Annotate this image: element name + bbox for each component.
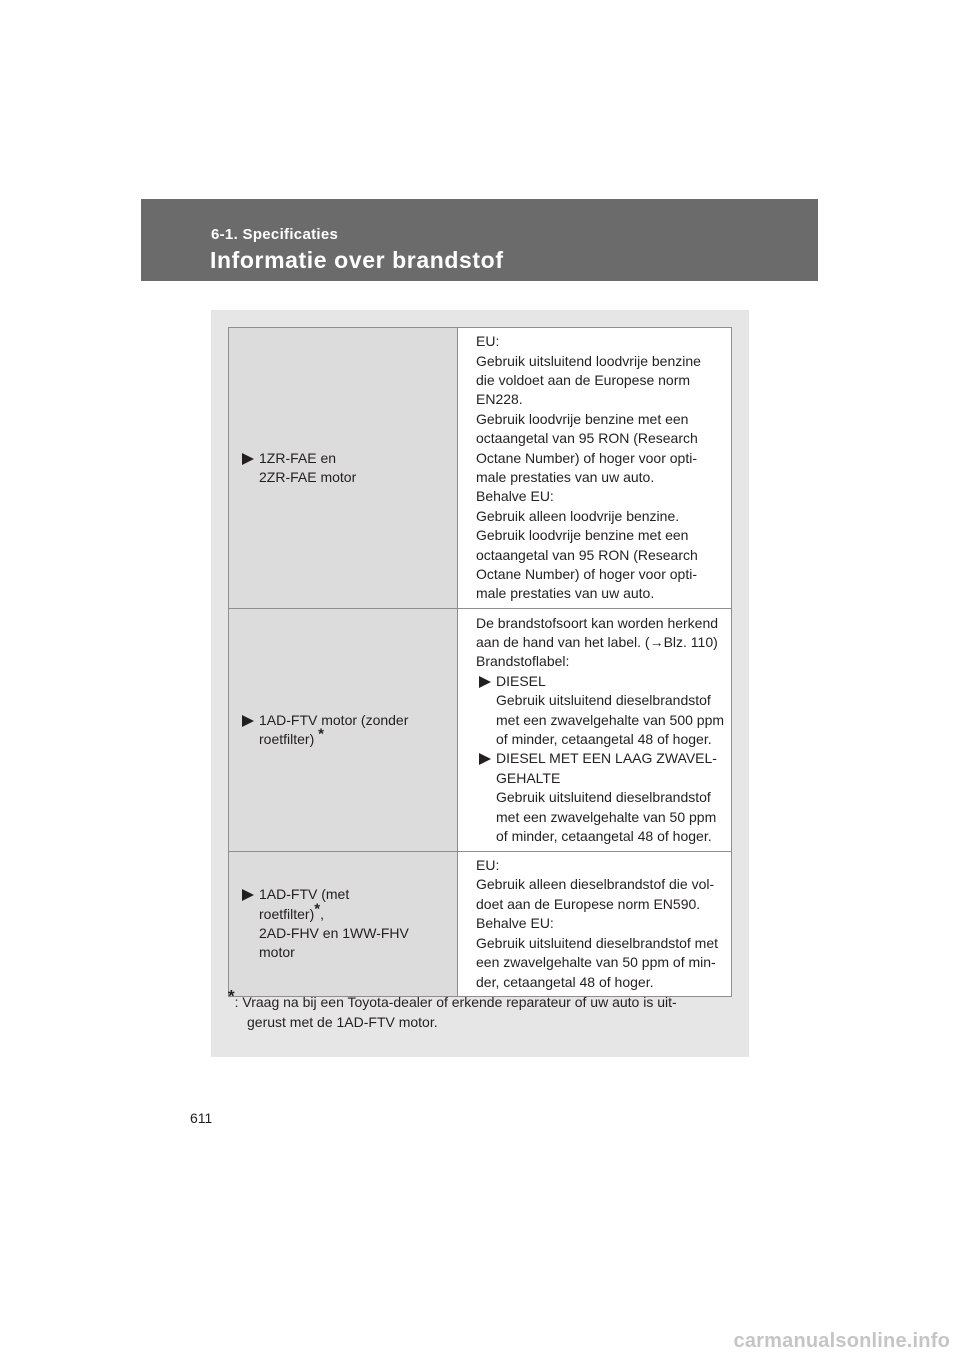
footnote-marker: *	[318, 725, 324, 743]
fuel-info-panel	[211, 310, 749, 1057]
fuel-label-title: DIESEL	[496, 672, 546, 689]
spec-line: der, cetaangetal 48 of hoger.	[476, 973, 654, 990]
page-title: Informatie over brandstof	[210, 247, 504, 273]
table-row	[229, 609, 732, 852]
spec-line: of minder, cetaangetal 48 of hoger.	[496, 828, 712, 845]
spec-line: met een zwavelgehalte van 50 ppm	[496, 808, 717, 825]
spec-line: EU:	[476, 333, 500, 350]
footnote-marker: *	[228, 986, 235, 1006]
spec-line: Gebruik uitsluitend loodvrije benzine	[476, 352, 701, 369]
spec-line: Behalve EU:	[476, 915, 554, 932]
spec-line: Brandstoflabel:	[476, 653, 570, 670]
watermark: carmanualsonline.info	[733, 1330, 950, 1352]
fuel-label-item	[476, 672, 725, 750]
spec-line: aan de hand van het label. (→Blz. 110)	[476, 633, 718, 650]
fuel-label-item	[476, 749, 725, 846]
spec-line: of minder, cetaangetal 48 of hoger.	[496, 731, 712, 747]
engine-cell	[229, 328, 458, 609]
engine-cell	[229, 852, 458, 997]
spec-line: male prestaties van uw auto.	[476, 585, 655, 602]
triangle-arrow-icon	[479, 753, 491, 765]
engine-cell	[229, 609, 458, 852]
engine-label: roetfilter)	[259, 905, 315, 922]
footnote-marker: *	[314, 899, 321, 917]
engine-label: motor	[259, 944, 295, 961]
spec-line: met een zwavelgehalte van 500 ppm	[496, 711, 725, 728]
engine-label: 1AD-FTV (met	[259, 886, 350, 903]
engine-label: roetfilter)	[259, 731, 315, 747]
spec-line: octaangetal van 95 RON (Research	[476, 430, 698, 447]
engine-label: 1ZR-FAE en	[259, 449, 337, 466]
footnote	[228, 986, 738, 1032]
section-header	[141, 199, 818, 281]
footnote-text: gerust met de 1AD-FTV motor.	[247, 1014, 438, 1030]
spec-line: Gebruik alleen dieselbrandstof die vol-	[476, 876, 715, 893]
triangle-arrow-icon	[242, 889, 254, 901]
engine-label: 1AD-FTV motor (zonder	[259, 711, 409, 728]
triangle-arrow-icon	[479, 676, 491, 688]
spec-line: De brandstofsoort kan worden herkend	[476, 614, 719, 631]
spec-line: male prestaties van uw auto.	[476, 469, 655, 485]
spec-line: EN228.	[476, 391, 523, 408]
spec-line: een zwavelgehalte van 50 ppm of min-	[476, 954, 716, 971]
spec-line: Gebruik uitsluitend dieselbrandstof	[496, 692, 711, 709]
triangle-arrow-icon	[242, 453, 254, 465]
spec-line: Behalve EU:	[476, 488, 554, 505]
page-number: 611	[190, 1110, 213, 1126]
table-row	[229, 328, 732, 609]
fuel-label-title: DIESEL MET EEN LAAG ZWAVEL-	[496, 750, 717, 767]
spec-line: Gebruik alleen loodvrije benzine.	[476, 507, 680, 524]
spec-line: Octane Number) of hoger voor opti-	[476, 566, 697, 583]
section-label: 6-1. Specificaties	[211, 226, 339, 243]
fuel-label-title: GEHALTE	[496, 769, 561, 786]
spec-line: octaangetal van 95 RON (Research	[476, 546, 698, 563]
fuel-spec-table	[228, 327, 732, 997]
table-row	[229, 852, 732, 997]
spec-line: Octane Number) of hoger voor opti-	[476, 449, 697, 466]
spec-line: Gebruik loodvrije benzine met een	[476, 410, 689, 427]
spec-cell	[458, 852, 732, 997]
spec-cell	[458, 328, 732, 609]
footnote-text: : Vraag na bij een Toyota-dealer of erkende reparateur of uw auto is uit-	[234, 994, 677, 1010]
spec-line: EU:	[476, 857, 500, 874]
spec-cell	[458, 609, 732, 852]
engine-label: 2ZR-FAE motor	[259, 469, 357, 485]
engine-label: ,	[320, 905, 324, 922]
spec-line: Gebruik uitsluitend dieselbrandstof met	[476, 934, 719, 951]
triangle-arrow-icon	[242, 715, 254, 727]
spec-line: Gebruik loodvrije benzine met een	[476, 527, 689, 544]
engine-label: 2AD-FHV en 1WW-FHV	[259, 925, 409, 941]
spec-line: doet aan de Europese norm EN590.	[476, 895, 701, 912]
spec-line: die voldoet aan de Europese norm	[476, 371, 691, 388]
spec-line: Gebruik uitsluitend dieselbrandstof	[496, 789, 711, 806]
